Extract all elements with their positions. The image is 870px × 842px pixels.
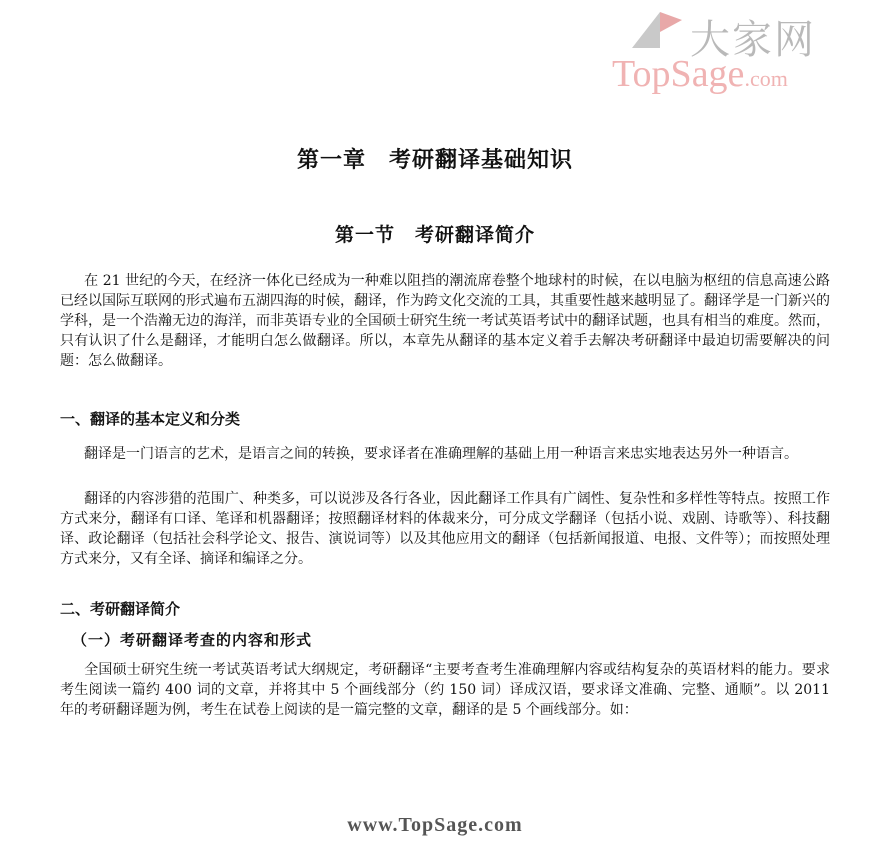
classification-paragraph — [60, 489, 830, 569]
footer-url[interactable]: www.TopSage.com — [347, 814, 523, 836]
definition-paragraph-text: 翻译是一门语言的艺术，是语言之间的转换，要求译者在准确理解的基础上用一种语言来忠实地表达另外一种语言。 — [84, 446, 798, 462]
heading-basic-definition: 一、翻译的基本定义和分类 — [60, 410, 241, 428]
section-title: 第一节 考研翻译简介 — [334, 224, 535, 246]
logo-english-suffix: .com — [744, 66, 788, 91]
subheading-exam-content: （一）考研翻译考查的内容和形式 — [72, 631, 313, 649]
logo-chinese-text: 大家网 — [690, 17, 816, 63]
chapter-title: 第一章 考研翻译基础知识 — [296, 148, 573, 173]
logo-english-name: TopSage — [612, 53, 745, 95]
intro-paragraph-text: 在 21 世纪的今天，在经济一体化已经成为一种难以阻挡的潮流席卷整个地球村的时候，在以电脑为枢纽的信息高速公路已经以国际互联网的形式遍布五湖四海的时候，翻译，作为跨文化交流的工具，其重要性越来越明显了。翻译学是一门新兴的学科，是一个浩瀚无边的海洋，而非英语专业的全国硕士研究生统一考试英语考试中的翻译试题，也具有相当的难度。然而，只有认识了什么是翻译，才能明白怎么做翻译。所以，本章先从翻译的基本定义着手去解决考研翻译中最迫切需要解决的问题：怎么做翻译。 — [60, 273, 830, 369]
definition-paragraph — [60, 444, 830, 464]
exam-paragraph — [60, 660, 830, 720]
exam-paragraph-text: 全国硕士研究生统一考试英语考试大纲规定，考研翻译“主要考查考生准确理解内容或结构复杂的英语材料的能力。要求考生阅读一篇约 400 词的文章，并将其中 5 个画线部分（约 150 词）译成汉语，要求译文准确、完整、通顺”。以 2011 年的考研翻译题为例，考生在试卷上阅读的是一篇完整的文章，翻译的是 5 个画线部分。如： — [60, 662, 830, 718]
triangle-flag-icon — [630, 10, 684, 50]
heading-exam-intro: 二、考研翻译简介 — [60, 600, 181, 618]
watermark-logo — [612, 4, 862, 100]
classification-paragraph-text: 翻译的内容涉猎的范围广、种类多，可以说涉及各行各业，因此翻译工作具有广阔性、复杂性和多样性等特点。按照工作方式来分，翻译有口译、笔译和机器翻译；按照翻译材料的体裁来分，可分成文学翻译（包括小说、戏剧、诗歌等）、科技翻译、政论翻译（包括社会科学论文、报告、演说词等）以及其他应用文的翻译（包括新闻报道、电报、文件等）；而按照处理方式来分，又有全译、摘译和编译之分。 — [60, 491, 830, 567]
logo-english-text — [612, 52, 788, 96]
intro-paragraph — [60, 271, 830, 371]
